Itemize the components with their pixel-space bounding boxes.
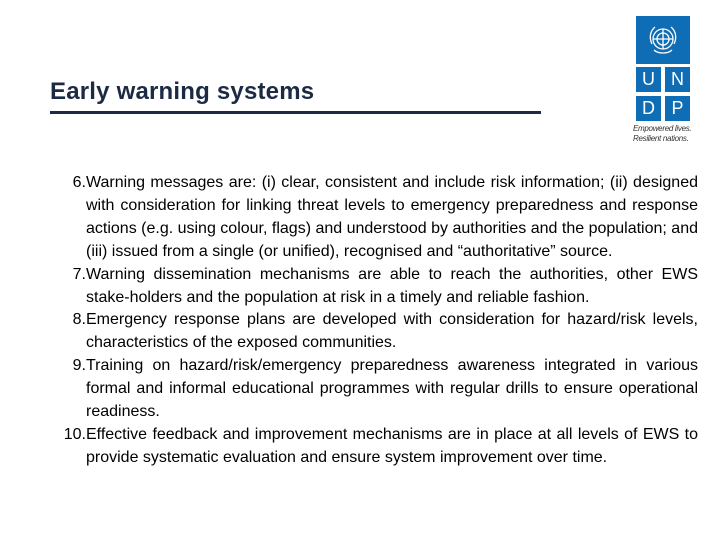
undp-logo (636, 16, 690, 121)
logo-tagline: Empowered lives. Resilient nations. (633, 124, 692, 143)
list-item (48, 264, 698, 310)
item-text: Warning dissemination mechanisms are able to reach the authorities, other EWS stake-holders and the population at risk in a timely and reliable fashion. (86, 265, 698, 306)
numbered-list (48, 172, 698, 470)
item-text: Emergency response plans are developed with consideration for hazard/risk levels, characteristics of the exposed communities. (86, 311, 698, 352)
list-item (48, 309, 698, 355)
list-item (48, 172, 698, 264)
item-text: Warning messages are: (i) clear, consistent and include risk information; (ii) designed with consideration for linking threat levels to emergency preparedness and response actions (e.g. using colour, flags) and understood by authorities and the population; and (iii) issued from a single (or unified), recognised and “authoritative” source. (86, 174, 698, 260)
logo-letter: P (665, 96, 690, 121)
logo-letter: D (636, 96, 661, 121)
logo-letter-grid (636, 67, 690, 121)
item-number: 8. (72, 311, 86, 329)
item-text: Training on hazard/risk/emergency preparedness awareness integrated in various formal and informal educational programmes with regular drills to ensure operational readiness. (86, 357, 698, 421)
logo-letter: N (665, 67, 690, 92)
item-number: 7. (72, 265, 86, 283)
logo-letter: U (636, 67, 661, 92)
item-number: 9. (72, 357, 86, 375)
un-emblem-icon (636, 16, 690, 64)
slide-title: Early warning systems (50, 78, 315, 105)
list-item (48, 355, 698, 424)
title-underline (50, 111, 541, 114)
item-number: 10. (63, 425, 86, 443)
list-item (48, 424, 698, 470)
item-text: Effective feedback and improvement mechanisms are in place at all levels of EWS to provide systematic evaluation and ensure system improvement over time. (86, 425, 698, 466)
item-number: 6. (72, 174, 86, 191)
